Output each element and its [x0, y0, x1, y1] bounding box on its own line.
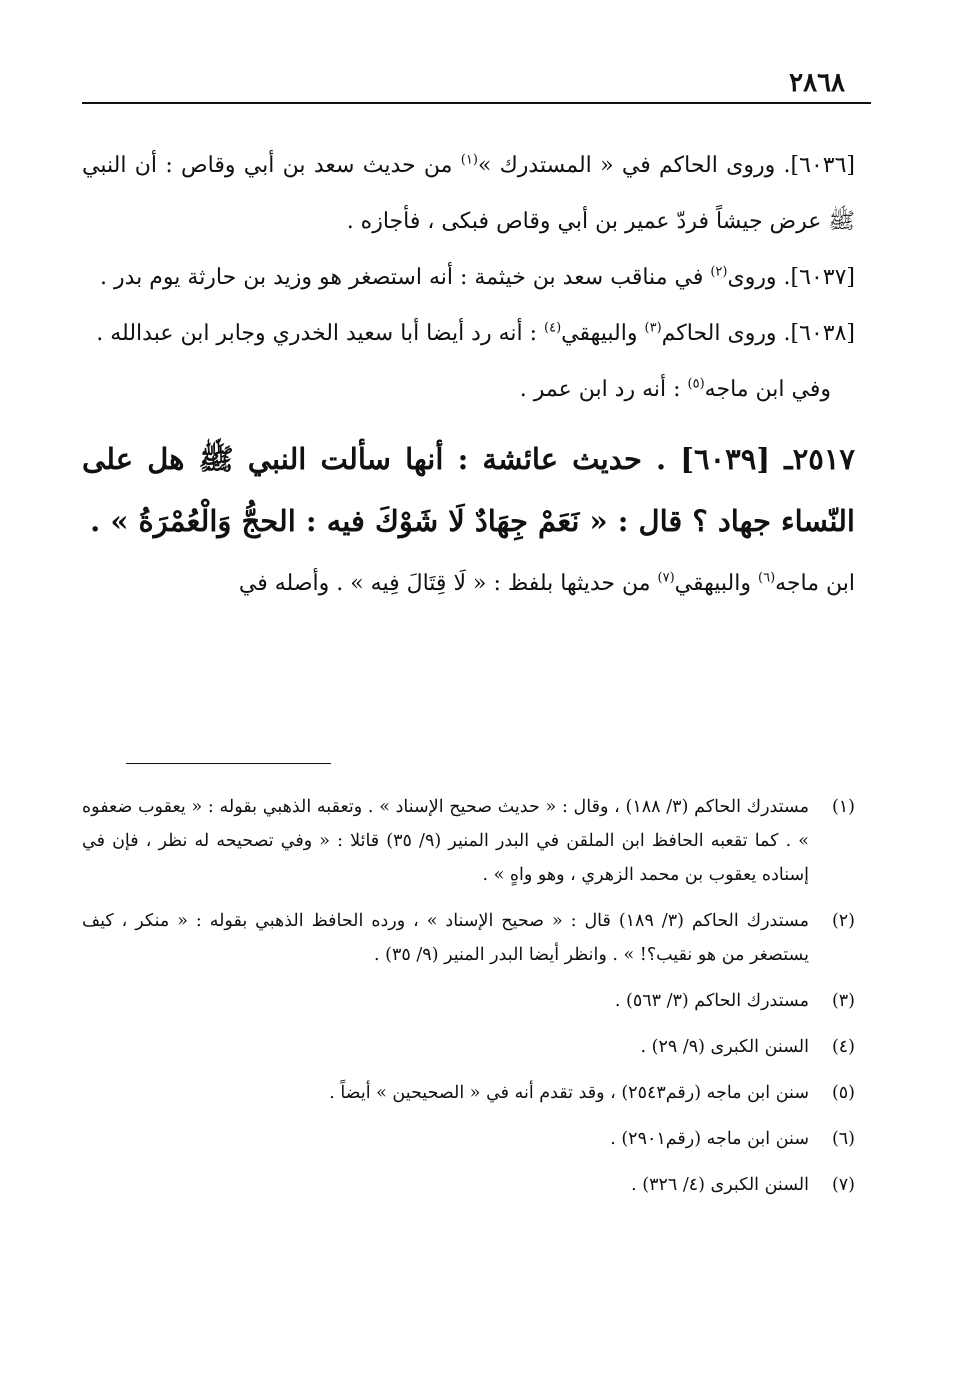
main-text [82, 138, 855, 612]
paragraph-ibn-majah: وفي ابن ماجه$^{(٥)}$ : أنه رد ابن عمر . [519, 376, 831, 402]
paragraph-6037: [٦٠٣٧]. وروى$^{(٢)}$ في مناقب سعد بن خيثمة : أنه استصغر هو وزيد بن حارثة يوم بدر . [100, 264, 855, 290]
footnote-item [82, 1168, 855, 1202]
footnote-item [82, 1076, 855, 1110]
footnote-number: (٧) [831, 1175, 855, 1195]
footnote-ref[interactable]: (٣) [644, 320, 662, 336]
footnote-ref[interactable]: (٤) [544, 320, 562, 336]
hadith-heading: ٢٥١٧ـ [٦٠٣٩] . حديث عائشة : أنها سألت النبي ﷺ هل على النّساء جهاد ؟ قال : « نَعَمْ جِهَادٌ لَا شَوْكَ فيه : الحجُّ وَالْعُمْرَةُ » . [82, 442, 855, 538]
paragraph-closing: ابن ماجه$^{(٦)}$ والبيهقي$^{(٧)}$ من حديثها بلفظ : « لَا قِتَالَ فِيه » . وأصله في [238, 570, 855, 596]
footnote-text: سنن ابن ماجه (رقم٢٩٠١) . [610, 1129, 809, 1149]
footnotes [82, 790, 855, 1214]
footnote-text: مستدرك الحاكم (٣/ ٥٦٣) . [614, 991, 809, 1011]
footnote-item [82, 790, 855, 892]
footnote-item [82, 984, 855, 1018]
footnote-number: (١) [831, 797, 855, 817]
footnote-number: (٤) [831, 1037, 855, 1057]
footnote-item [82, 1122, 855, 1156]
page-number: ٢٨٦٨ [789, 68, 845, 98]
footnote-text: السنن الكبرى (٤/ ٣٢٦) . [631, 1175, 809, 1195]
footnote-number: (٣) [831, 991, 855, 1011]
footnote-ref[interactable]: (١) [460, 152, 478, 168]
footnote-text: مستدرك الحاكم (٣/ ١٨٨) ، وقال : « حديث صحيح الإسناد » . وتعقبه الذهبي بقوله : « يعقوب ضعفوه » . كما تقعبه الحافظ ابن الملقن في البدر المنير (٩/ ٣٥) قائلا : « وفي تصحيحه له نظر ، فإن في إسناده يعقوب بن محمد الزهري ، وهو واهٍ » . [82, 797, 809, 885]
footnote-number: (٦) [831, 1129, 855, 1149]
paragraph-6038: [٦٠٣٨]. وروى الحاكم$^{(٣)}$ والبيهقي$^{(٤)}$ : أنه رد أيضا أبا سعيد الخدري وجابر ابن عبدالله . [96, 320, 855, 346]
footnote-ref[interactable]: (٦) [758, 570, 776, 586]
paragraph-6036: [٦٠٣٦]. وروى الحاكم في « المستدرك »$^{(١)}$ من حديث سعد بن أبي وقاص : أن النبي ﷺ عرض جيشاً فردّ عمير بن أبي وقاص فبكى ، فأجازه . [82, 152, 855, 234]
footnote-ref[interactable]: (٢) [710, 264, 728, 280]
footnote-text: السنن الكبرى (٩/ ٢٩) . [640, 1037, 809, 1057]
footnote-item [82, 1030, 855, 1064]
header-rule [82, 102, 871, 104]
footnote-ref[interactable]: (٧) [657, 570, 675, 586]
footnote-text: سنن ابن ماجه (رقم٢٥٤٣) ، وقد تقدم أنه في « الصحيحين » أيضاً . [329, 1083, 809, 1103]
footnote-text: مستدرك الحاكم (٣/ ١٨٩) قال : « صحيح الإسناد » ، ورده الحافظ الذهبي بقوله : « منكر ، كيف يستصغر من هو نقيب؟! » . وانظر أيضا البدر المنير (٩/ ٣٥) . [82, 911, 809, 965]
footnote-number: (٢) [831, 911, 855, 931]
page-header [98, 68, 855, 102]
footnote-item [82, 904, 855, 972]
footnote-ref[interactable]: (٥) [687, 376, 705, 392]
footnote-separator [126, 763, 331, 764]
footnote-number: (٥) [831, 1083, 855, 1103]
